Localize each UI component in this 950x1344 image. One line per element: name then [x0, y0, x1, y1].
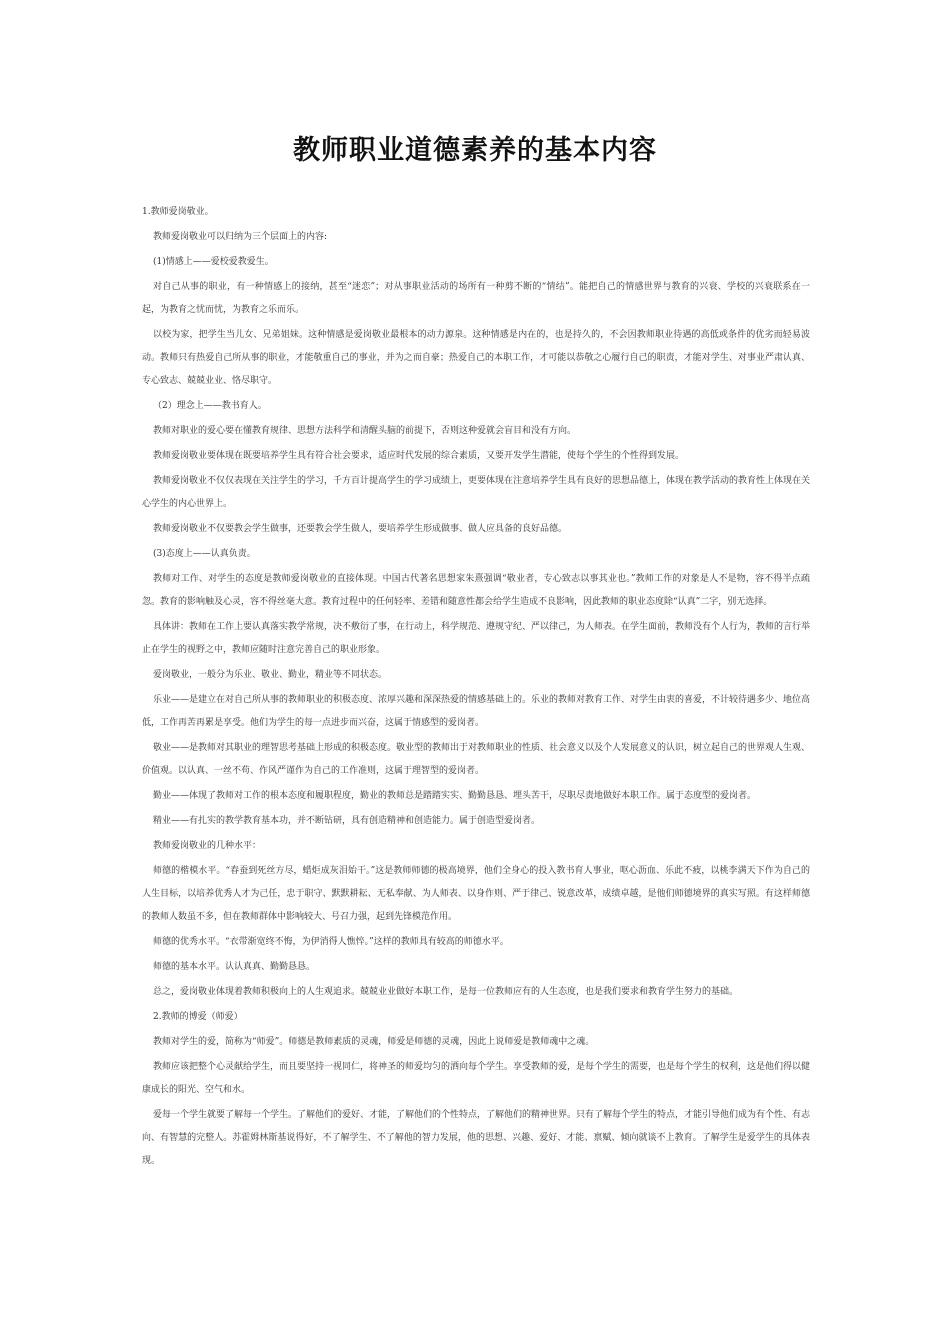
- paragraph: 教师爱岗敬业不仅要教会学生做事，还要教会学生做人，要培养学生形成做事、做人应具备的良好品德。: [153, 524, 568, 534]
- paragraph: 师德的优秀水平。“衣带渐宽终不悔，为伊消得人憔悴。”这样的教师具有较高的师德水平。: [153, 937, 509, 947]
- paragraph: 勤业——体现了教师对工作的根本态度和履职程度，勤业的教师总是踏踏实实、勤勤恳恳、埋头苦干，尽职尽责地做好本职工作。属于态度型的爱岗者。: [153, 791, 757, 801]
- paragraph: 精业——有扎实的教学教育基本功，并不断钻研，具有创造精神和创造能力。属于创造型爱岗者。: [153, 816, 541, 826]
- paragraph: 具体讲：教师在工作上要认真落实教学常规，决不敷衍了事，在行动上，科学规范、遵规守纪、严以律己，为人师表。在学生面前，教师没有个人行为，教师的言行举止在学生的视野之中，教师应随时注意完善自己的职业形象。: [142, 622, 811, 655]
- paragraph: 教师爱岗敬业要体现在既要培养学生具有符合社会要求，适应时代发展的综合素质，又要开发学生潜能，使每个学生的个性得到发展。: [153, 451, 685, 461]
- paragraph: 教师对学生的爱，简称为“师爱”。师德是教师素质的灵魂，师爱是师德的灵魂，因此上说师爱是教师魂中之魂。: [153, 1037, 595, 1047]
- paragraph: (3)态度上——认真负责。: [153, 549, 256, 559]
- paragraph: 敬业——是教师对其职业的理智思考基础上形成的积极态度。敬业型的教师出于对教师职业的性质、社会意义以及个人发展意义的认识，树立起自己的世界观人生观、价值观。以认真、一丝不苟、作风严谨作为自己的工作准则，这属于理智型的爱岗者。: [142, 743, 811, 776]
- paragraph: 总之，爱岗敬业体现着教师积极向上的人生观追求。兢兢业业做好本职工作，是每一位教师应有的人生态度，也是我们要求和教育学生努力的基础。: [153, 987, 739, 997]
- paragraph: 教师对工作、对学生的态度是教师爱岗敬业的直接体现。中国古代著名思想家朱熹强调“敬业者，专心致志以事其业也。”教师工作的对象是人不是物，容不得半点疏忽。教育的影响触及心灵，容不得丝毫大意。教育过程中的任何轻率、差错和随意性都会给学生造成不良影响，因此教师的职业态度除“认真”二字，别无选择。: [142, 574, 810, 607]
- document-title: 教师职业道德素养的基本内容: [293, 135, 657, 166]
- paragraph: 师德的楷模水平。“春蚕到死丝方尽，蜡炬成灰泪始干。”这是教师师德的极高境界，他们全身心的投入教书育人事业，呕心沥血、乐此不疲，以桃李满天下作为自己的人生目标，以培养优秀人才为己任，忠于职守、默默耕耘、无私奉献、为人师表、以身作则、严于律己、锐意改革，成绩卓越，是他们师德境界的真实写照。有这样师德的教师人数虽不多，但在教师群体中影响较大、号召力强，起到先锋模范作用。: [142, 866, 810, 922]
- paragraph: 教师爱岗敬业不仅仅表现在关注学生的学习，千方百计提高学生的学习成绩上，更要体现在注意培养学生具有良好的思想品德上，体现在教学活动的教育性上体现在关心学生的内心世界上。: [142, 476, 811, 509]
- paragraph: 以校为家，把学生当儿女、兄弟姐妹。这种情感是爱岗敬业最根本的动力源泉。这种情感是内在的，也是持久的，不会因教师职业待遇的高低或条件的优劣而轻易波动。教师只有热爱自己所从事的职业，才能敬重自己的事业，并为之而自豪；热爱自己的本职工作，才可能以恭敬之心履行自己的职责，才能对学生、对事业严肃认真、专心致志、兢兢业业、恪尽职守。: [142, 330, 810, 386]
- paragraph: 乐业——是建立在对自己所从事的教师职业的积极态度、浓厚兴趣和深深热爱的情感基础上的。乐业的教师对教育工作、对学生由衷的喜爱，不计较待遇多少、地位高低，工作再苦再累是享受。他们为学生的每一点进步而兴奋，这属于情感型的爱岗者。: [142, 695, 811, 728]
- paragraph: 师德的基本水平。认认真真、勤勤恳恳。: [153, 962, 316, 972]
- paragraph: （2）理念上——教书育人。: [153, 401, 267, 411]
- paragraph: 教师爱岗敬业的几种水平：: [153, 841, 262, 851]
- paragraph: 教师应该把整个心灵献给学生，而且要坚持一视同仁，将神圣的师爱均匀的洒向每个学生。享受教师的爱，是每个学生的需要，也是每个学生的权利，这是他们得以健康成长的阳光、空气和水。: [142, 1062, 811, 1095]
- paragraph: 爱岗敬业，一般分为乐业、敬业、勤业，精业等不同状态。: [153, 670, 388, 680]
- paragraph: 教师对职业的爱心要在懂教育规律、思想方法科学和清醒头脑的前提下，否则这种爱就会盲目和没有方向。: [153, 426, 577, 436]
- paragraph: 1.教师爱岗敬业。: [142, 207, 214, 217]
- paragraph: 对自己从事的职业，有一种情感上的接纳，甚至“迷恋”；对从事职业活动的场所有一种剪不断的“情结”。能把自己的情感世界与教育的兴衰、学校的兴衰联系在一起，为教育之忧而忧，为教育之乐而乐。: [142, 282, 810, 315]
- paragraph: 2.教师的博爱（师爱）: [153, 1012, 243, 1022]
- paragraph: 爱每一个学生就要了解每一个学生。了解他们的爱好、才能，了解他们的个性特点，了解他们的精神世界。只有了解每个学生的特点，才能引导他们成为有个性、有志向、有智慧的完整人。苏霍姆林斯基说得好，不了解学生、不了解他的智力发展，他的思想、兴趣、爱好、才能、禀赋、倾向就谈不上教育。了解学生是爱学生的具体表现。: [142, 1110, 811, 1166]
- paragraph: (1)情感上——爱校爱教爱生。: [153, 257, 274, 267]
- document-body: [142, 201, 810, 1175]
- paragraph: 教师爱岗敬业可以归纳为三个层面上的内容:: [153, 232, 328, 242]
